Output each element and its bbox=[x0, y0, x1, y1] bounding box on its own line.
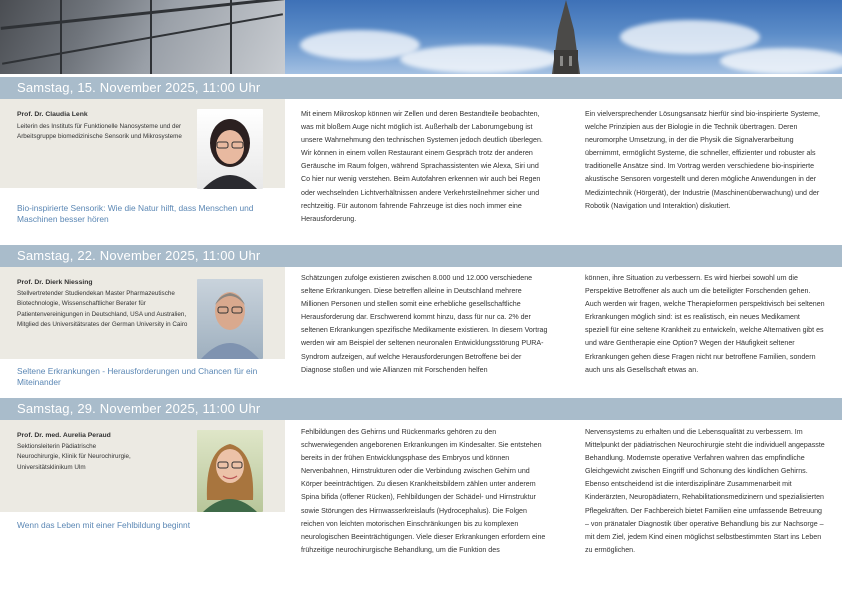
body-text: Mit einem Mikroskop können wir Zellen und deren Bestandteile beobachten, was mit bloßem Auge nicht möglich ist. Außerhalb der Laborumgebung ist unsere Wahrnehmung den technischen Systemen jedoch deutlich überlegen. Wir können in einem vollen Restaurant einem Gespräch trotz der anderen Geräusche im Raum folgen, während Sprachassistenten wie Alexa, Siri und Co hier nur wenig verstehen. Beim Autofahren erkennen wir auch bei Regen oder wechselnden Lichtverhältnissen andere Verkehrsteilnehmer sicher und rechtzeitig. Für autonom fahrende Fahrzeuge ist dies noch immer eine Herausforderung. bbox=[301, 110, 543, 223]
speaker-role: Sektionsleiterin Pädiatrische Neurochirurgie, Klinik für Neurochirurgie, Universitätsklinikum Ulm bbox=[17, 443, 131, 471]
speaker-box bbox=[0, 420, 285, 512]
section-date-bar bbox=[0, 398, 842, 420]
header-photo bbox=[0, 0, 842, 74]
section-date: Samstag, 15. November 2025, 11:00 Uhr bbox=[17, 80, 261, 95]
body-text: Ein vielversprechender Lösungsansatz hierfür sind bio-inspirierte Systeme, welche Prinzipien aus der Biologie in die Technik übertragen. Deren neuromorphe Umsetzung, in der die Physik die Signalverarbeitung übernimmt, ermöglicht Systeme, die schneller, effizienter und robuster als traditionelle Ansätze sind. Im Vortrag werden verschiedene bio-inspirierte akustische Sensoren vorgestellt und deren mögliche Anwendungen in der Medizintechnik (Hörgerät), der Industrie (Maschinenüberwachung) und der Robotik (Navigation und Interaktion) diskutiert. bbox=[585, 110, 820, 210]
speaker-box bbox=[0, 99, 285, 188]
section-date: Samstag, 29. November 2025, 11:00 Uhr bbox=[17, 401, 261, 416]
body-column-right bbox=[585, 426, 825, 557]
body-column-left bbox=[301, 108, 549, 226]
talk-title: Seltene Erkrankungen - Herausforderungen und Chancen für ein Miteinander bbox=[17, 366, 258, 387]
glass-building-image bbox=[0, 0, 285, 74]
speaker-photo bbox=[197, 279, 263, 359]
speaker-role: Leiterin des Instituts für Funktionelle Nanosysteme und der Arbeitsgruppe biomedizinische Sensorik und Mikrosysteme bbox=[17, 123, 182, 141]
body-column-right bbox=[585, 108, 825, 213]
body-text: Schätzungen zufolge existieren zwischen 8.000 und 12.000 verschiedene seltene Erkrankungen. Diese betreffen alleine in Deutschland mehrere Millionen Personen und stellen somit eine erhebliche gesellschaftliche Herausforderung dar. Erschwerend kommt hinzu, dass für nur ca. 2% der seltenen Erkrankungen spezifische Medikamente existieren. In diesem Vortrag werden wir am Beispiel der seltenen neuronalen Entwicklungsstörung PURA-Syndrom aufzeigen, auf welche Herausforderungen Betroffene bei der Diagnose stoßen und wie Allianzen mit Forschenden helfen bbox=[301, 274, 548, 374]
speaker-role: Stellvertretender Studiendekan Master Pharmazeutische Biotechnologie, Wissenschaftlicher Berater für Patientenvereinigungen in Deutschland, USA und Australien, Mitglied des Universitätsrates der German University in Cairo bbox=[17, 290, 188, 328]
body-text: Fehlbildungen des Gehirns und Rückenmarks gehören zu den schwerwiegenden angeborenen Erkrankungen im Kindesalter. Sie entstehen bereits in der frühen Entwicklungsphase des Embryos und können Nervenbahnen, Hirnstrukturen oder die Verbindung zwischen Gehirn und Körper beeinträchtigen. Zu diesen Krankheitsbildern zählen unter anderem Spina bifida (offener Rücken), Fehlbildungen der Schädel- und Hirnstruktur sowie Störungen des Hirnwasserkreislaufs (Hydrocephalus). Die Folgen reichen von leichten motorischen Einschränkungen bis zu komplexen neurologischen Beeinträchtigungen. Viele dieser Erkrankungen erfordern eine frühzeitige neurochirurgische Behandlung, um die Funktion des bbox=[301, 428, 546, 554]
body-column-left bbox=[301, 272, 549, 377]
speaker-photo bbox=[197, 109, 263, 189]
body-column-left bbox=[301, 426, 549, 557]
minster-spire-image bbox=[540, 0, 592, 74]
body-text: können, ihre Situation zu verbessern. Es wird hierbei sowohl um die Perspektive Betroffener als auch um die beteiligter Forschenden gehen. Auch werden wir fragen, welche Therapieformen perspektivisch bei seltenen Erkrankungen möglich sind: ist es realistisch, ein neues Medikament speziell für eine seltene Krankheit zu entwickeln, welche Alternativen gibt es und wäre Gentherapie eine Option? Wegen der Häufigkeit seltener Erkrankungen gehen diese Fragen nicht nur betroffene Familien, sondern auch uns als Gesellschaft etwas an. bbox=[585, 274, 825, 374]
section-date-bar bbox=[0, 77, 842, 99]
speaker-name: Prof. Dr. med. Aurelia Peraud bbox=[17, 432, 111, 439]
talk-title: Wenn das Leben mit einer Fehlbildung beginnt bbox=[17, 520, 191, 530]
section-date-bar bbox=[0, 245, 842, 267]
section-date: Samstag, 22. November 2025, 11:00 Uhr bbox=[17, 248, 261, 263]
talk-title: Bio-inspirierte Sensorik: Wie die Natur hilft, dass Menschen und Maschinen besser hören bbox=[17, 203, 254, 224]
speaker-name: Prof. Dr. Claudia Lenk bbox=[17, 111, 88, 118]
speaker-photo bbox=[197, 430, 263, 512]
speaker-box bbox=[0, 267, 285, 359]
speaker-name: Prof. Dr. Dierk Niessing bbox=[17, 279, 93, 286]
body-column-right bbox=[585, 272, 825, 377]
body-text: Nervensystems zu erhalten und die Lebensqualität zu verbessern. Im Mittelpunkt der pädiatrischen Neurochirurgie steht die individuell angepasste Behandlung. Modernste operative Verfahren wahren das empfindliche Gleichgewicht zwischen Eingriff und Schonung des kindlichen Gehirns. Ebenso entscheidend ist die interdisziplinäre Zusammenarbeit mit Kinderärzten, Neuropädiatern, Rehabilitationsmedizinern und spezialisierten Pflegekräften. Der Fachbereich bietet Familien eine umfassende Betreuung – von pränataler Diagnostik über operative Behandlung bis zur Nachsorge – mit dem Ziel, jedem Kind einen möglichst selbstbestimmten Start ins Leben zu ermöglichen. bbox=[585, 428, 825, 554]
